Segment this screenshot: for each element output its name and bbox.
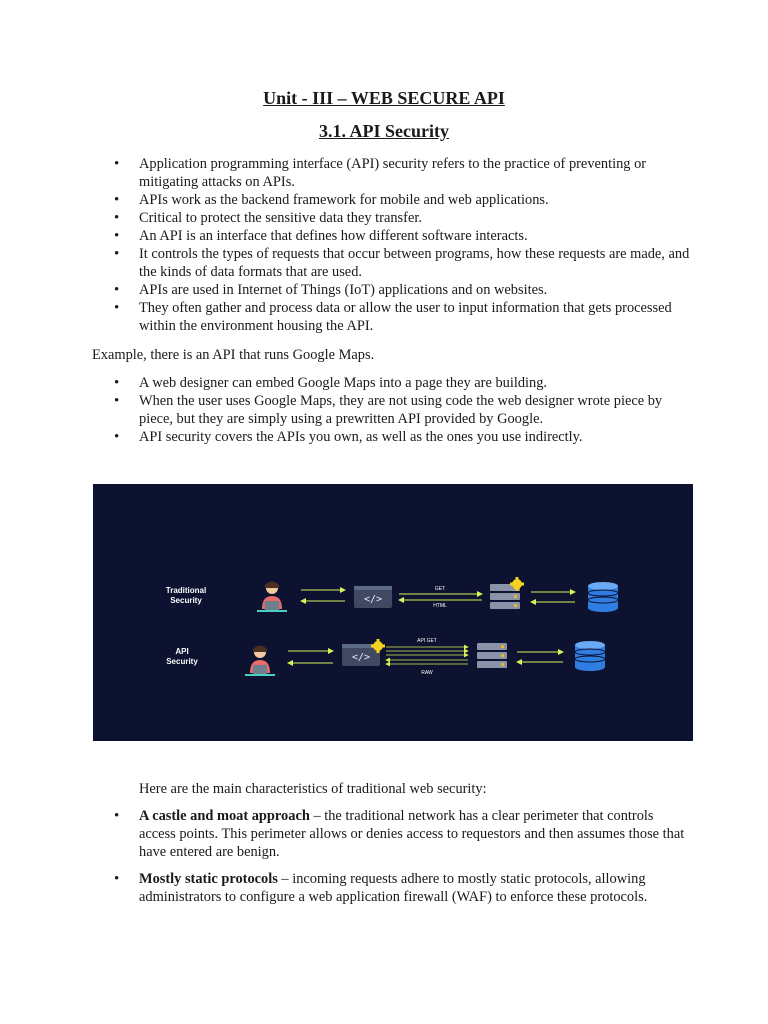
list-item: • Application programming interface (API) security refers to the practice of preventing or mitigating attacks on APIs. xyxy=(92,155,692,191)
database-icon xyxy=(575,641,605,671)
api-get-label: API GET xyxy=(417,638,437,644)
user-icon xyxy=(245,646,275,677)
characteristics-intro: Here are the main characteristics of traditional web security: xyxy=(139,781,487,797)
list-item: • They often gather and process data or allow the user to input information that gets processed within the environment housing the API. xyxy=(92,299,692,335)
list-item xyxy=(92,807,692,861)
list-item: • APIs work as the backend framework for mobile and web applications. xyxy=(92,191,692,209)
item-text: – the traditional network has a clear perimeter that controls access points. This perimeter allows or denies access to requestors and then assumes those that have entered are benign. xyxy=(139,808,685,860)
api-security-label-1: API xyxy=(175,647,189,656)
list-item: • An API is an interface that defines how different software interacts. xyxy=(92,227,692,245)
user-icon xyxy=(257,582,287,613)
api-security-bullet-list xyxy=(92,155,692,335)
server-icon xyxy=(477,643,507,668)
list-item: • It controls the types of requests that occur between programs, how these requests are made, and the kinds of data formats that are used. xyxy=(92,245,692,281)
raw-label: RAW xyxy=(421,670,433,676)
traditional-label-1: Traditional xyxy=(165,586,207,595)
html-label: HTML xyxy=(433,603,447,609)
item-heading: A castle and moat approach xyxy=(139,808,310,824)
list-item: • A web designer can embed Google Maps into a page they are building. xyxy=(92,374,692,392)
item-text: – incoming requests adhere to mostly static protocols, allowing administrators to configure a web application firewall (WAF) to enforce these protocols. xyxy=(139,871,648,905)
get-label: GET xyxy=(434,586,446,592)
document-title: Unit - III – WEB SECURE API xyxy=(263,88,505,108)
list-item xyxy=(92,870,692,906)
list-item: • When the user uses Google Maps, they are not using code the web designer wrote piece by piece, but they are simply using a prewritten API provided by Google. xyxy=(92,392,692,428)
diagram-svg: </> Traditional Security GET HTML API Security API GET RAW xyxy=(93,484,693,741)
characteristics-bullet-list xyxy=(92,807,692,915)
section-heading: 3.1. API Security xyxy=(319,121,449,141)
list-item: • Critical to protect the sensitive data they transfer. xyxy=(92,209,692,227)
list-item: • APIs are used in Internet of Things (IoT) applications and on websites. xyxy=(92,281,692,299)
security-comparison-diagram xyxy=(93,484,693,741)
database-icon xyxy=(588,582,618,612)
traditional-label-2: Security xyxy=(170,596,202,605)
code-icon xyxy=(354,586,392,608)
example-paragraph: Example, there is an API that runs Google Maps. xyxy=(92,347,375,363)
list-item: • API security covers the APIs you own, as well as the ones you use indirectly. xyxy=(92,428,692,446)
api-security-label-2: Security xyxy=(166,657,198,666)
item-heading: Mostly static protocols xyxy=(139,871,278,887)
google-maps-bullet-list xyxy=(92,374,692,446)
